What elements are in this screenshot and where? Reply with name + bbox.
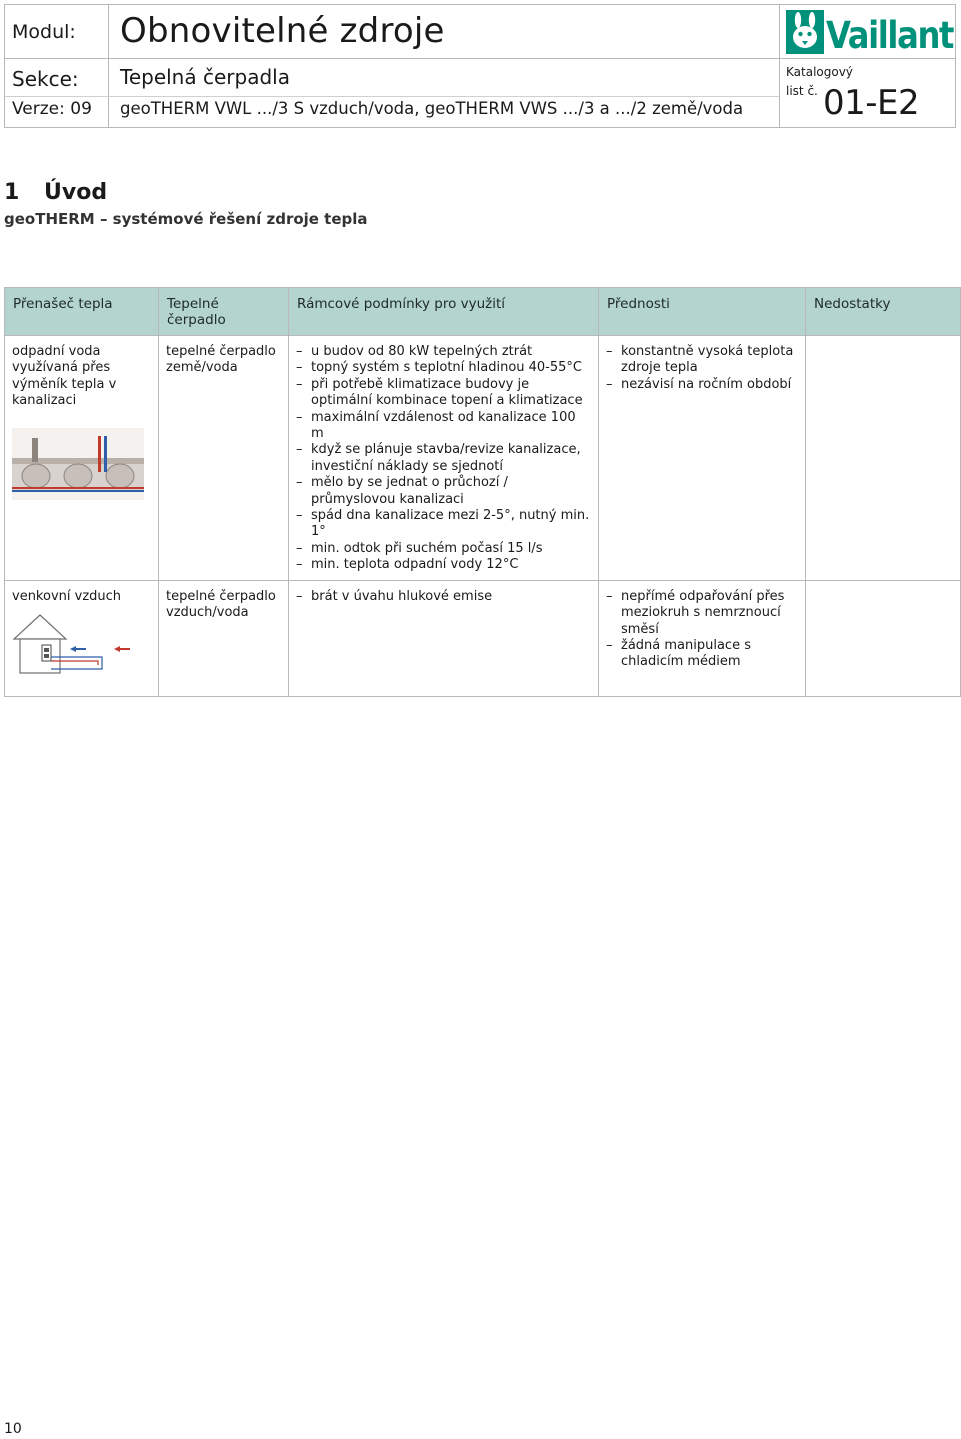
list-item: – při potřebě klimatizace budovy je optimální kombinace topení a klimatizace	[296, 377, 591, 410]
sekce-label: Sekce:	[12, 67, 79, 91]
advantages-list	[606, 589, 798, 671]
conditions-cell	[289, 336, 599, 581]
carrier-text: odpadní voda využívaná přes výměník tepla v kanalizaci	[12, 344, 117, 409]
carrier-text: venkovní vzduch	[12, 588, 122, 604]
conditions-cell	[289, 580, 599, 696]
katalog-number: 01-E2	[823, 83, 920, 123]
column-header: Přednosti	[599, 288, 806, 336]
list-item: – min. teplota odpadní vody 12°C	[296, 557, 591, 573]
disadvantages-cell	[806, 336, 961, 581]
air-heat-pump-house-illustration	[12, 611, 136, 675]
modul-label: Modul:	[12, 21, 76, 43]
section-title: Úvod	[44, 180, 108, 205]
section-subtitle: geoTHERM – systémové řešení zdroje tepla	[4, 210, 368, 228]
list-item: – brát v úvahu hlukové emise	[296, 589, 591, 605]
document-header	[4, 4, 956, 128]
table-header-row	[5, 288, 961, 336]
column-header: Přenašeč tepla	[5, 288, 159, 336]
list-item: – mělo by se jednat o průchozí / průmyslovou kanalizaci	[296, 475, 591, 508]
list-item: – u budov od 80 kW tepelných ztrát	[296, 344, 591, 360]
sewer-heat-exchanger-illustration	[12, 428, 144, 500]
disadvantages-cell	[806, 580, 961, 696]
page-number: 10	[4, 1421, 22, 1437]
list-item: – topný systém s teplotní hladinou 40-55°C	[296, 360, 591, 376]
pump-cell: tepelné čerpadlo země/voda	[159, 336, 289, 581]
verze-label: Verze: 09	[12, 99, 92, 119]
carrier-cell	[5, 336, 159, 581]
modul-value: Obnovitelné zdroje	[120, 11, 445, 51]
katalog-label-1: Katalogový	[786, 65, 853, 79]
advantages-cell	[599, 580, 806, 696]
table-row	[5, 336, 961, 581]
pump-cell: tepelné čerpadlo vzduch/voda	[159, 580, 289, 696]
carrier-cell	[5, 580, 159, 696]
header-divider	[5, 58, 955, 59]
column-header: Nedostatky	[806, 288, 961, 336]
sekce-value: Tepelná čerpadla	[120, 65, 290, 89]
conditions-list	[296, 589, 591, 605]
section-number: 1	[4, 180, 20, 205]
vaillant-logo	[786, 10, 954, 57]
advantages-list	[606, 344, 798, 393]
header-divider	[779, 5, 780, 127]
column-header: Rámcové podmínky pro využití	[289, 288, 599, 336]
list-item: – min. odtok při suchém počasí 15 l/s	[296, 541, 591, 557]
verze-value: geoTHERM VWL .../3 S vzduch/voda, geoTHERM VWS .../3 a .../2 země/voda	[120, 99, 744, 118]
list-item: – spád dna kanalizace mezi 2-5°, nutný min. 1°	[296, 508, 591, 541]
header-divider	[5, 96, 779, 97]
advantages-cell	[599, 336, 806, 581]
list-item: – když se plánuje stavba/revize kanalizace, investiční náklady se sjednotí	[296, 442, 591, 475]
list-item: – maximální vzdálenost od kanalizace 100 m	[296, 410, 591, 443]
conditions-list	[296, 344, 591, 574]
comparison-table	[4, 287, 961, 697]
column-header: Tepelné čerpadlo	[159, 288, 289, 336]
logo-text: Vaillant	[826, 14, 954, 57]
list-item: – nezávisí na ročním období	[606, 377, 798, 393]
table-row	[5, 580, 961, 696]
list-item: – žádná manipulace s chladicím médiem	[606, 638, 798, 671]
header-divider	[108, 5, 109, 127]
katalog-label-2: list č.	[786, 84, 818, 98]
list-item: – nepřímé odpařování přes meziokruh s nemrznoucí směsí	[606, 589, 798, 638]
list-item: – konstantně vysoká teplota zdroje tepla	[606, 344, 798, 377]
